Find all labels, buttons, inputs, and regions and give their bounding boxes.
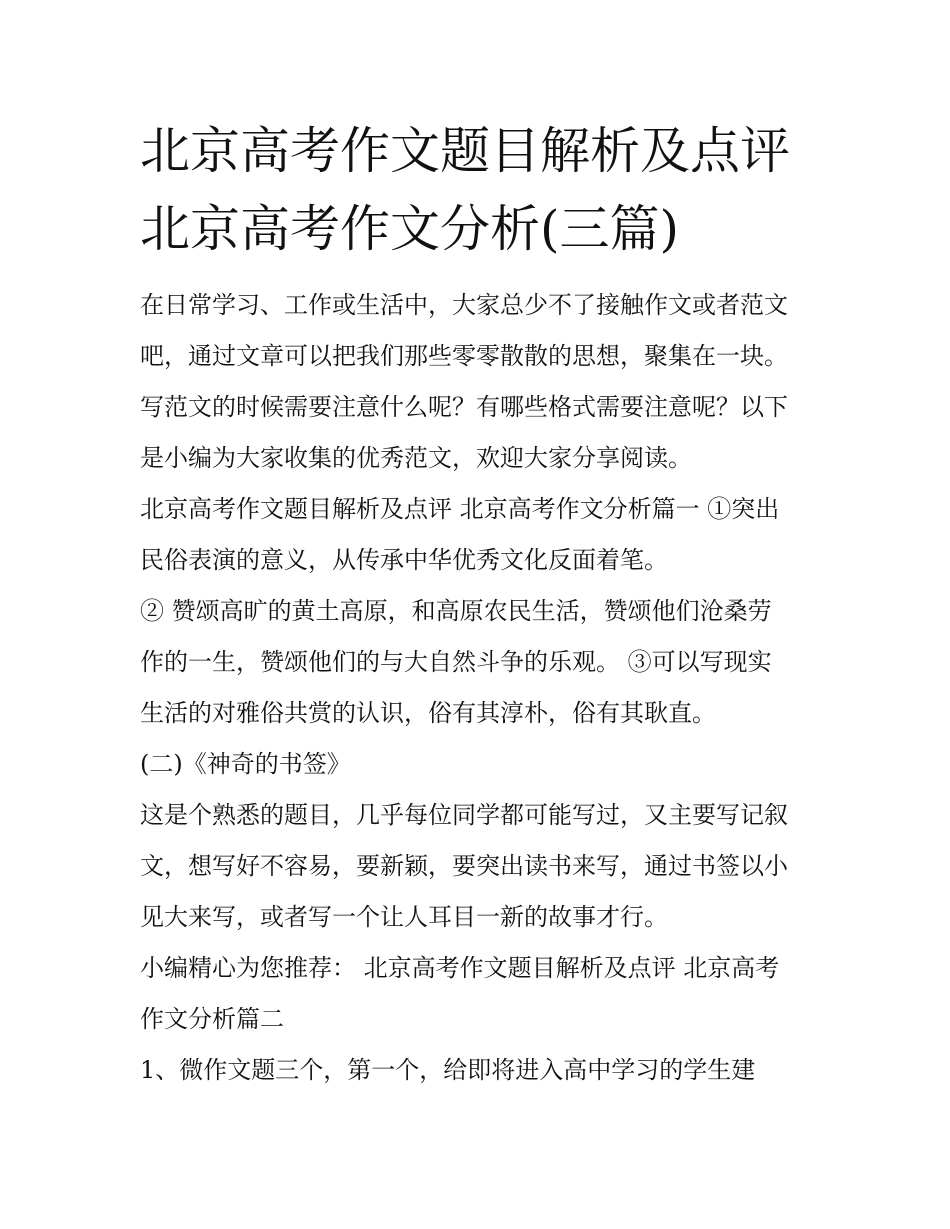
- text-line: 在日常学习、工作或生活中，大家总少不了接触作文或者范文: [140, 291, 788, 319]
- text-line: 这是个熟悉的题目，几乎每位同学都可能写过，又主要写记叙: [140, 801, 788, 829]
- text-line: 文，想写好不容易，要新颖，要突出读书来写，通过书签以小: [140, 852, 788, 880]
- point-two-paragraph: [140, 586, 840, 739]
- title-line: 北京高考作文题目解析及点评: [140, 122, 790, 180]
- section-one-paragraph: [140, 484, 840, 586]
- subheading-paragraph: [140, 739, 840, 790]
- text-line: 写范文的时候需要注意什么呢？有哪些格式需要注意呢？以下: [140, 393, 788, 421]
- title-line: 北京高考作文分析(三篇): [140, 200, 680, 258]
- text-line: 小编精心为您推荐： 北京高考作文题目解析及点评 北京高考: [140, 954, 780, 982]
- document-page: [140, 112, 840, 1096]
- text-line: 见大来写，或者写一个让人耳目一新的故事才行。: [140, 903, 668, 931]
- text-line: ② 赞颂高旷的黄土高原，和高原农民生活，赞颂他们沧桑劳: [140, 597, 772, 625]
- intro-paragraph: [140, 280, 840, 484]
- text-line: (二)《神奇的书签》: [140, 750, 351, 778]
- text-line: 作文分析篇二: [140, 1005, 284, 1033]
- text-line: 是小编为大家收集的优秀范文，欢迎大家分享阅读。: [140, 444, 692, 472]
- micro-essay-paragraph: [140, 1045, 840, 1096]
- text-line: 生活的对雅俗共赏的认识，俗有其淳朴，俗有其耿直。: [140, 699, 716, 727]
- text-line: 北京高考作文题目解析及点评 北京高考作文分析篇一 ①突出: [140, 495, 780, 523]
- bookmark-paragraph: [140, 790, 840, 943]
- text-line: 吧，通过文章可以把我们那些零零散散的思想，聚集在一块。: [140, 342, 788, 370]
- text-line: 民俗表演的意义，从传承中华优秀文化反面着笔。: [140, 546, 668, 574]
- text-line: 1、微作文题三个，第一个，给即将进入高中学习的学生建: [140, 1056, 756, 1084]
- text-line: 作的一生，赞颂他们的与大自然斗争的乐观。 ③可以写现实: [140, 648, 772, 676]
- document-title: [140, 112, 840, 268]
- recommendation-paragraph: [140, 943, 840, 1045]
